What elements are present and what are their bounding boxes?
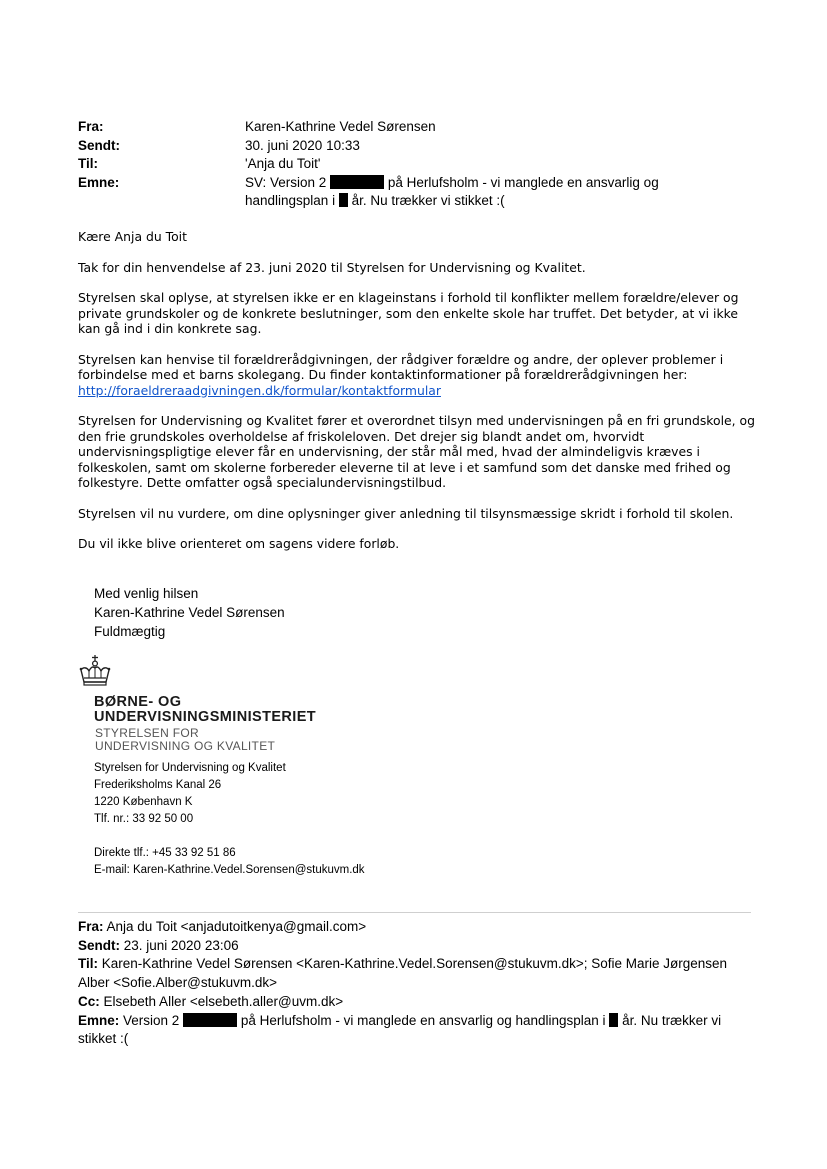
- sent-value: 30. juni 2020 10:33: [245, 137, 360, 153]
- ministry-line-1: BØRNE- OG: [94, 694, 182, 710]
- redaction-block: [609, 1013, 618, 1027]
- paragraph-1: Tak for din henvendelse af 23. juni 2020 til Styrelsen for Undervisning og Kvalitet.: [78, 259, 586, 275]
- orig-subject-row: [78, 1012, 754, 1049]
- signature: [94, 584, 285, 641]
- contact-block: [94, 845, 365, 879]
- message-divider: [78, 912, 751, 913]
- paragraph-5: Styrelsen vil nu vurdere, om dine oplysninger giver anledning til tilsynsmæssige skridt i forhold til skolen.: [78, 505, 734, 521]
- ministry-name: [94, 695, 316, 725]
- to-label: Til:: [78, 156, 98, 171]
- redaction-block: [183, 1013, 237, 1027]
- sent-label: Sendt:: [78, 137, 120, 153]
- orig-cc-row: [78, 993, 754, 1012]
- to-value: 'Anja du Toit': [245, 156, 321, 171]
- email-address: E-mail: Karen-Kathrine.Vedel.Sorensen@stukuvm.dk: [94, 864, 365, 876]
- from-value: Karen-Kathrine Vedel Sørensen: [245, 119, 436, 134]
- contact-form-link[interactable]: http://foraeldreraadgivningen.dk/formular/kontaktformular: [78, 382, 441, 398]
- crown-icon: [78, 654, 112, 693]
- from-label: Fra:: [78, 119, 104, 134]
- orig-to-value: Karen-Kathrine Vedel Sørensen <Karen-Kathrine.Vedel.Sorensen@stukuvm.dk>; Sofie Marie Jørgensen Alber <Sofie.Alber@stukuvm.dk>: [78, 956, 728, 991]
- paragraph-4: Styrelsen for Undervisning og Kvalitet fører et overordnet tilsyn med undervisningen på en fri grundskole, og den frie grundskoles overholdelse af friskoleloven. Det drejer sig blandt andet om, hvorvidt undervisningspligtige elever får en undervisning, der står mål med, hvad der almindeligvis kræves i folkeskolen, samt om skolerne forbereder eleverne til at leve i et samfund som det danske med frihed og folkestyre. Dette omfatter også specialundervisningstilbud.: [78, 413, 755, 490]
- address-line-1: Styrelsen for Undervisning og Kvalitet: [94, 762, 286, 774]
- signature-name: Karen-Kathrine Vedel Sørensen: [94, 605, 285, 620]
- agency-name: [95, 727, 275, 753]
- orig-to-row: [78, 955, 754, 992]
- orig-subject-text-1: Version 2: [119, 1012, 180, 1028]
- orig-subject-label: Emne:: [78, 1012, 120, 1028]
- ministry-line-2: UNDERVISNINGSMINISTERIET: [94, 709, 317, 725]
- orig-sent-label: Sendt:: [78, 937, 120, 953]
- subject-label: Emne:: [78, 174, 120, 190]
- orig-cc-label: Cc:: [78, 993, 100, 1009]
- orig-subject-text-2: på Herlufsholm - vi manglede en ansvarlig og handlingsplan i: [237, 1012, 606, 1028]
- signature-closing: Med venlig hilsen: [94, 586, 199, 601]
- original-message-header: [78, 918, 754, 1049]
- sent-row: [78, 137, 685, 156]
- direct-phone: Direkte tlf.: +45 33 92 51 86: [94, 847, 236, 859]
- reply-header: [78, 118, 685, 211]
- greeting: Kære Anja du Toit: [78, 229, 187, 244]
- orig-from-row: [78, 918, 754, 937]
- subject-text-1: SV: Version 2: [245, 174, 327, 190]
- paragraph-3-text: Styrelsen kan henvise til forældrerådgivningen, der rådgiver forældre og andre, der oplever problemer i forbindelse med et barns skolegang. Du finder kontaktinformationer på forældrerådgivningen her:: [78, 351, 724, 382]
- agency-line-1: STYRELSEN FOR: [95, 726, 199, 740]
- subject-value: [245, 174, 685, 211]
- address-line-2: Frederiksholms Kanal 26: [94, 779, 222, 791]
- subject-text-2: på Herlufsholm - vi manglede en ansvarlig og handlingsplan i: [245, 174, 659, 208]
- orig-subject-text-3: år. Nu trækker vi stikket :(: [78, 1012, 722, 1047]
- orig-from-label: Fra:: [78, 919, 104, 934]
- from-row: [78, 118, 685, 137]
- orig-from-value: Anja du Toit <anjadutoitkenya@gmail.com>: [103, 919, 367, 934]
- address-block: [94, 760, 286, 828]
- paragraph-3: [78, 352, 758, 399]
- orig-to-label: Til:: [78, 956, 98, 972]
- redaction-block: [339, 193, 348, 207]
- to-row: [78, 155, 685, 174]
- paragraph-6: Du vil ikke blive orienteret om sagens videre forløb.: [78, 536, 400, 551]
- orig-sent-value: 23. juni 2020 23:06: [120, 937, 239, 953]
- message-body: [78, 229, 758, 567]
- signature-title: Fuldmægtig: [94, 624, 166, 639]
- address-phone: Tlf. nr.: 33 92 50 00: [94, 813, 194, 825]
- subject-text-3: år. Nu trækker vi stikket :(: [347, 193, 505, 208]
- address-line-3: 1220 København K: [94, 796, 193, 808]
- orig-cc-value: Elsebeth Aller <elsebeth.aller@uvm.dk>: [99, 993, 344, 1009]
- agency-line-2: UNDERVISNING OG KVALITET: [95, 739, 276, 753]
- subject-row: [78, 174, 685, 211]
- paragraph-2: Styrelsen skal oplyse, at styrelsen ikke er en klageinstans i forhold til konflikter mellem forældre/elever og private grundskoler og de konkrete beslutninger, som den enkelte skole har truffet. Det betyder, at vi ikke kan gå ind i din konkrete sag.: [78, 290, 739, 336]
- redaction-block: [330, 175, 384, 189]
- orig-sent-row: [78, 937, 754, 956]
